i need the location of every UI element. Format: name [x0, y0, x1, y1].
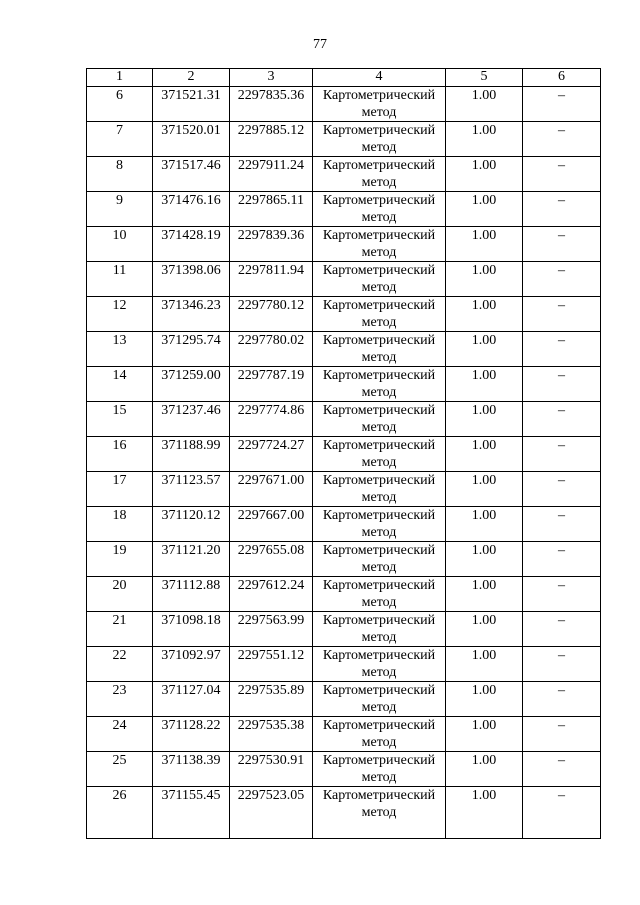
- method-cell: [313, 507, 446, 542]
- method-line-2: метод: [361, 140, 397, 155]
- method-line-2: метод: [361, 490, 397, 505]
- method-cell: [313, 262, 446, 297]
- method-line-2: метод: [361, 700, 397, 715]
- x-coordinate-cell: 371398.06: [153, 262, 230, 297]
- method-line-2: метод: [361, 595, 397, 610]
- accuracy-cell: 1.00: [446, 87, 523, 122]
- method-line-1: Картометрический: [322, 508, 436, 523]
- method-line-1: Картометрический: [322, 123, 436, 138]
- method-line-1: Картометрический: [322, 88, 436, 103]
- note-cell: –: [523, 192, 601, 227]
- table-row: [87, 297, 601, 332]
- accuracy-cell: 1.00: [446, 647, 523, 682]
- method-cell: [313, 647, 446, 682]
- table-row: [87, 787, 601, 839]
- accuracy-cell: 1.00: [446, 192, 523, 227]
- y-coordinate-cell: 2297655.08: [230, 542, 313, 577]
- accuracy-cell: 1.00: [446, 157, 523, 192]
- note-cell: –: [523, 157, 601, 192]
- method-cell: [313, 717, 446, 752]
- table-header: [87, 69, 601, 87]
- method-line-1: Картометрический: [322, 368, 436, 383]
- x-coordinate-cell: 371517.46: [153, 157, 230, 192]
- method-line-1: Картометрический: [322, 613, 436, 628]
- method-line-2: метод: [361, 385, 397, 400]
- note-cell: –: [523, 717, 601, 752]
- table-row: [87, 542, 601, 577]
- method-cell: [313, 402, 446, 437]
- y-coordinate-cell: 2297885.12: [230, 122, 313, 157]
- x-coordinate-cell: 371295.74: [153, 332, 230, 367]
- table-row: [87, 682, 601, 717]
- accuracy-cell: 1.00: [446, 717, 523, 752]
- x-coordinate-cell: 371123.57: [153, 472, 230, 507]
- table-row: [87, 157, 601, 192]
- y-coordinate-cell: 2297667.00: [230, 507, 313, 542]
- note-cell: –: [523, 332, 601, 367]
- method-line-2: метод: [361, 735, 397, 750]
- method-line-2: метод: [361, 455, 397, 470]
- method-cell: [313, 87, 446, 122]
- note-cell: –: [523, 647, 601, 682]
- method-cell: [313, 472, 446, 507]
- table-row: [87, 122, 601, 157]
- x-coordinate-cell: 371121.20: [153, 542, 230, 577]
- point-number-cell: 15: [87, 402, 153, 437]
- note-cell: –: [523, 682, 601, 717]
- note-cell: –: [523, 87, 601, 122]
- method-line-1: Картометрический: [322, 718, 436, 733]
- table-row: [87, 367, 601, 402]
- note-cell: –: [523, 297, 601, 332]
- point-number-cell: 14: [87, 367, 153, 402]
- point-number-cell: 17: [87, 472, 153, 507]
- accuracy-cell: 1.00: [446, 332, 523, 367]
- y-coordinate-cell: 2297839.36: [230, 227, 313, 262]
- accuracy-cell: 1.00: [446, 227, 523, 262]
- x-coordinate-cell: 371128.22: [153, 717, 230, 752]
- y-coordinate-cell: 2297563.99: [230, 612, 313, 647]
- accuracy-cell: 1.00: [446, 507, 523, 542]
- note-cell: –: [523, 752, 601, 787]
- method-cell: [313, 297, 446, 332]
- accuracy-cell: 1.00: [446, 542, 523, 577]
- accuracy-cell: 1.00: [446, 122, 523, 157]
- method-cell: [313, 122, 446, 157]
- accuracy-cell: 1.00: [446, 787, 523, 839]
- accuracy-cell: 1.00: [446, 402, 523, 437]
- table-row: [87, 262, 601, 297]
- method-line-1: Картометрический: [322, 263, 436, 278]
- point-number-cell: 24: [87, 717, 153, 752]
- method-line-1: Картометрический: [322, 228, 436, 243]
- method-line-2: метод: [361, 350, 397, 365]
- point-number-cell: 7: [87, 122, 153, 157]
- header-col-6: 6: [523, 69, 601, 87]
- method-line-1: Картометрический: [322, 543, 436, 558]
- method-line-2: метод: [361, 770, 397, 785]
- method-line-2: метод: [361, 525, 397, 540]
- method-line-1: Картометрический: [322, 403, 436, 418]
- x-coordinate-cell: 371520.01: [153, 122, 230, 157]
- y-coordinate-cell: 2297780.02: [230, 332, 313, 367]
- point-number-cell: 19: [87, 542, 153, 577]
- y-coordinate-cell: 2297787.19: [230, 367, 313, 402]
- method-cell: [313, 577, 446, 612]
- header-col-4: 4: [313, 69, 446, 87]
- x-coordinate-cell: 371346.23: [153, 297, 230, 332]
- table-row: [87, 717, 601, 752]
- point-number-cell: 10: [87, 227, 153, 262]
- table-row: [87, 192, 601, 227]
- table-body: [87, 87, 601, 839]
- accuracy-cell: 1.00: [446, 682, 523, 717]
- x-coordinate-cell: 371092.97: [153, 647, 230, 682]
- method-line-1: Картометрический: [322, 683, 436, 698]
- page-number: 77: [313, 37, 327, 52]
- accuracy-cell: 1.00: [446, 297, 523, 332]
- method-cell: [313, 437, 446, 472]
- accuracy-cell: 1.00: [446, 752, 523, 787]
- point-number-cell: 26: [87, 787, 153, 839]
- y-coordinate-cell: 2297612.24: [230, 577, 313, 612]
- method-line-1: Картометрический: [322, 788, 436, 803]
- method-line-2: метод: [361, 420, 397, 435]
- method-line-2: метод: [361, 245, 397, 260]
- y-coordinate-cell: 2297523.05: [230, 787, 313, 839]
- x-coordinate-cell: 371476.16: [153, 192, 230, 227]
- y-coordinate-cell: 2297724.27: [230, 437, 313, 472]
- method-line-1: Картометрический: [322, 438, 436, 453]
- note-cell: –: [523, 262, 601, 297]
- method-line-2: метод: [361, 280, 397, 295]
- x-coordinate-cell: 371120.12: [153, 507, 230, 542]
- method-line-2: метод: [361, 630, 397, 645]
- y-coordinate-cell: 2297865.11: [230, 192, 313, 227]
- header-col-2: 2: [153, 69, 230, 87]
- y-coordinate-cell: 2297535.38: [230, 717, 313, 752]
- x-coordinate-cell: 371521.31: [153, 87, 230, 122]
- point-number-cell: 13: [87, 332, 153, 367]
- x-coordinate-cell: 371127.04: [153, 682, 230, 717]
- method-line-1: Картометрический: [322, 753, 436, 768]
- method-line-2: метод: [361, 805, 397, 820]
- x-coordinate-cell: 371259.00: [153, 367, 230, 402]
- method-line-1: Картометрический: [322, 158, 436, 173]
- y-coordinate-cell: 2297671.00: [230, 472, 313, 507]
- table-row: [87, 402, 601, 437]
- y-coordinate-cell: 2297911.24: [230, 157, 313, 192]
- y-coordinate-cell: 2297535.89: [230, 682, 313, 717]
- method-cell: [313, 332, 446, 367]
- note-cell: –: [523, 507, 601, 542]
- accuracy-cell: 1.00: [446, 472, 523, 507]
- method-line-1: Картометрический: [322, 648, 436, 663]
- method-cell: [313, 612, 446, 647]
- x-coordinate-cell: 371098.18: [153, 612, 230, 647]
- table-row: [87, 577, 601, 612]
- table-row: [87, 752, 601, 787]
- x-coordinate-cell: 371138.39: [153, 752, 230, 787]
- point-number-cell: 6: [87, 87, 153, 122]
- table-row: [87, 612, 601, 647]
- point-number-cell: 16: [87, 437, 153, 472]
- method-cell: [313, 227, 446, 262]
- method-cell: [313, 752, 446, 787]
- coordinates-table: [86, 68, 601, 839]
- table-row: [87, 87, 601, 122]
- note-cell: –: [523, 402, 601, 437]
- accuracy-cell: 1.00: [446, 577, 523, 612]
- point-number-cell: 21: [87, 612, 153, 647]
- table-row: [87, 507, 601, 542]
- method-cell: [313, 787, 446, 839]
- x-coordinate-cell: 371188.99: [153, 437, 230, 472]
- method-cell: [313, 157, 446, 192]
- note-cell: –: [523, 227, 601, 262]
- method-cell: [313, 192, 446, 227]
- y-coordinate-cell: 2297530.91: [230, 752, 313, 787]
- y-coordinate-cell: 2297551.12: [230, 647, 313, 682]
- point-number-cell: 20: [87, 577, 153, 612]
- point-number-cell: 12: [87, 297, 153, 332]
- point-number-cell: 11: [87, 262, 153, 297]
- method-line-1: Картометрический: [322, 333, 436, 348]
- accuracy-cell: 1.00: [446, 367, 523, 402]
- point-number-cell: 22: [87, 647, 153, 682]
- method-line-1: Картометрический: [322, 578, 436, 593]
- header-row: [87, 69, 601, 87]
- point-number-cell: 8: [87, 157, 153, 192]
- accuracy-cell: 1.00: [446, 612, 523, 647]
- point-number-cell: 9: [87, 192, 153, 227]
- table-row: [87, 647, 601, 682]
- y-coordinate-cell: 2297811.94: [230, 262, 313, 297]
- table-row: [87, 437, 601, 472]
- x-coordinate-cell: 371112.88: [153, 577, 230, 612]
- note-cell: –: [523, 437, 601, 472]
- method-cell: [313, 682, 446, 717]
- x-coordinate-cell: 371237.46: [153, 402, 230, 437]
- method-cell: [313, 542, 446, 577]
- accuracy-cell: 1.00: [446, 437, 523, 472]
- method-line-1: Картометрический: [322, 193, 436, 208]
- accuracy-cell: 1.00: [446, 262, 523, 297]
- method-line-1: Картометрический: [322, 298, 436, 313]
- table-row: [87, 227, 601, 262]
- y-coordinate-cell: 2297835.36: [230, 87, 313, 122]
- table-row: [87, 472, 601, 507]
- x-coordinate-cell: 371155.45: [153, 787, 230, 839]
- method-line-2: метод: [361, 105, 397, 120]
- note-cell: –: [523, 577, 601, 612]
- method-line-1: Картометрический: [322, 473, 436, 488]
- method-line-2: метод: [361, 210, 397, 225]
- note-cell: –: [523, 122, 601, 157]
- method-line-2: метод: [361, 175, 397, 190]
- point-number-cell: 18: [87, 507, 153, 542]
- header-col-1: 1: [87, 69, 153, 87]
- method-cell: [313, 367, 446, 402]
- note-cell: –: [523, 787, 601, 839]
- note-cell: –: [523, 542, 601, 577]
- note-cell: –: [523, 612, 601, 647]
- method-line-2: метод: [361, 665, 397, 680]
- header-col-3: 3: [230, 69, 313, 87]
- point-number-cell: 25: [87, 752, 153, 787]
- table-row: [87, 332, 601, 367]
- header-col-5: 5: [446, 69, 523, 87]
- note-cell: –: [523, 367, 601, 402]
- method-line-2: метод: [361, 560, 397, 575]
- method-line-2: метод: [361, 315, 397, 330]
- note-cell: –: [523, 472, 601, 507]
- x-coordinate-cell: 371428.19: [153, 227, 230, 262]
- point-number-cell: 23: [87, 682, 153, 717]
- y-coordinate-cell: 2297780.12: [230, 297, 313, 332]
- y-coordinate-cell: 2297774.86: [230, 402, 313, 437]
